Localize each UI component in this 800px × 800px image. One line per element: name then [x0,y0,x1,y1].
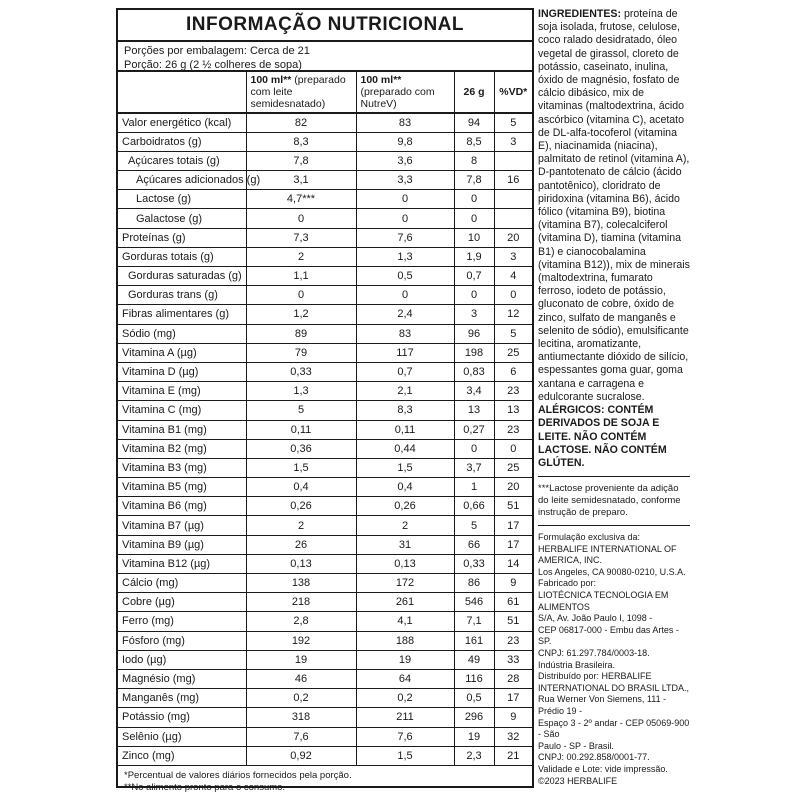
value-26g: 96 [454,324,494,343]
value-26g: 161 [454,631,494,650]
manufacturer-line: Fabricado por: [538,578,597,589]
nutrient-name: Fósforo (mg) [118,631,246,650]
value-vd: 51 [494,612,532,631]
value-26g: 3,7 [454,458,494,477]
value-100ml-nutrev: 3,3 [356,171,454,190]
value-100ml-nutrev: 8,3 [356,401,454,420]
value-vd: 33 [494,650,532,669]
nutrient-name: Açúcares totais (g) [118,151,246,170]
value-26g: 66 [454,535,494,554]
nutrient-name: Carboidratos (g) [118,132,246,151]
value-26g: 10 [454,228,494,247]
value-vd: 17 [494,689,532,708]
table-row [118,228,532,247]
value-vd: 3 [494,247,532,266]
value-100ml-milk: 7,8 [246,151,356,170]
value-26g: 7,8 [454,171,494,190]
value-26g: 0 [454,209,494,228]
nutrient-name: Manganês (mg) [118,689,246,708]
value-100ml-nutrev: 0 [356,209,454,228]
value-vd: 12 [494,305,532,324]
value-100ml-milk: 1,3 [246,382,356,401]
table-row [118,669,532,688]
manufacturer-line: S/A, Av. João Paulo I, 1098 - [538,613,653,624]
value-100ml-nutrev: 0,26 [356,497,454,516]
value-100ml-nutrev: 0,4 [356,478,454,497]
value-vd: 16 [494,171,532,190]
nutrient-name: Magnésio (mg) [118,669,246,688]
value-26g: 3 [454,305,494,324]
nutrient-name: Vitamina B7 (µg) [118,516,246,535]
value-26g: 0,33 [454,554,494,573]
value-vd: 5 [494,324,532,343]
value-26g: 8,5 [454,132,494,151]
table-header-row [118,72,532,113]
nutrient-name: Valor energético (kcal) [118,113,246,132]
value-vd [494,190,532,209]
nutrient-name: Gorduras trans (g) [118,286,246,305]
value-vd: 23 [494,631,532,650]
value-100ml-nutrev: 83 [356,113,454,132]
value-26g: 1,9 [454,247,494,266]
servings-per-package: Porções por embalagem: Cerca de 21 [124,45,310,57]
nutrient-name: Vitamina B12 (µg) [118,554,246,573]
manufacturer-line: CEP 06817-000 - Embu das Artes - SP. [538,624,679,647]
table-row [118,209,532,228]
value-100ml-nutrev: 1,5 [356,746,454,765]
value-100ml-milk: 46 [246,669,356,688]
value-26g: 198 [454,343,494,362]
value-100ml-milk: 4,7*** [246,190,356,209]
nutrient-name: Iodo (µg) [118,650,246,669]
value-100ml-nutrev: 211 [356,708,454,727]
ingredients-list: proteína de soja isolada, frutose, celulose, coco ralado desidratado, óleo vegetal de girassol, cloreto de potássio, caseinato, inulina, óxido de magnésio, fosfato de cálcio dibásico, mix de vitaminas (maltodextrina, ácido ascórbico (vitamina C), acetato de DL-alfa-tocoferol (vitamina E), niacinamida (niacina), palmitato de retinol (vitamina A), D-pantotenato de cálcio (ácido pantotênico), cloridrato de piridoxina (vitamina B6), ácido fólico (vitamina B9), biotina (vitamina B7), colecalciferol (vitamina D), tiamina (vitamina B1) e cianocobalamina (vitamina B12)), mix de minerais (maltodextrina, fumarato ferroso, iodeto de potássio, gluconato de cobre, óxido de zinco, sulfato de manganês e selenito de sódio), emulsificante lecitina, aromatizante, antiumectante dióxido de silício, espessantes goma guar, goma xantana e carragena e edulcorante sucralose. [538,8,690,403]
value-vd: 13 [494,401,532,420]
table-row [118,267,532,286]
value-100ml-milk: 1,1 [246,267,356,286]
table-row [118,574,532,593]
manufacturer-line: Validade e Lote: vide impressão. [538,763,668,774]
table-row [118,727,532,746]
value-26g: 13 [454,401,494,420]
nutrient-name: Gorduras saturadas (g) [118,267,246,286]
value-100ml-nutrev: 83 [356,324,454,343]
value-100ml-nutrev: 0,7 [356,362,454,381]
nutrient-name: Vitamina B9 (µg) [118,535,246,554]
value-vd: 51 [494,497,532,516]
nutrition-title: INFORMAÇÃO NUTRICIONAL [118,10,532,42]
value-26g: 546 [454,593,494,612]
value-100ml-nutrev: 261 [356,593,454,612]
value-100ml-nutrev: 31 [356,535,454,554]
manufacturer-line: Los Angeles, CA 90080-0210, U.S.A. [538,566,686,577]
value-26g: 0,5 [454,689,494,708]
value-100ml-nutrev: 0,11 [356,420,454,439]
manufacturer-line: INTERNATIONAL DO BRASIL LTDA., [538,682,690,693]
value-100ml-milk: 0,2 [246,689,356,708]
value-vd: 17 [494,535,532,554]
lactose-note: ***Lactose proveniente da adição do leite semidesnatado, conforme instrução de preparo. [538,483,681,519]
value-100ml-milk: 2 [246,516,356,535]
table-row [118,401,532,420]
value-100ml-milk: 218 [246,593,356,612]
value-100ml-milk: 82 [246,113,356,132]
value-vd: 9 [494,574,532,593]
nutrient-name: Vitamina E (mg) [118,382,246,401]
footnote-ready: **No alimento pronto para o consumo. [124,781,286,793]
value-vd: 17 [494,516,532,535]
table-row [118,458,532,477]
value-100ml-nutrev: 4,1 [356,612,454,631]
value-26g: 19 [454,727,494,746]
header-100ml-milk: 100 ml** (preparado com leite semidesnatado) [246,72,356,113]
nutrient-name: Vitamina B6 (mg) [118,497,246,516]
header-vd: %VD* [494,72,532,113]
nutrient-name: Ferro (mg) [118,612,246,631]
table-row [118,343,532,362]
value-vd: 20 [494,228,532,247]
value-100ml-nutrev: 188 [356,631,454,650]
value-vd: 0 [494,286,532,305]
value-26g: 7,1 [454,612,494,631]
manufacturer-info [538,532,690,787]
value-100ml-nutrev: 0,13 [356,554,454,573]
manufacturer-line: ©2023 HERBALIFE [538,775,618,786]
divider [538,525,690,526]
value-vd: 32 [494,727,532,746]
value-26g: 0,66 [454,497,494,516]
table-row [118,247,532,266]
value-vd [494,151,532,170]
nutrient-name: Vitamina D (µg) [118,362,246,381]
value-vd: 25 [494,458,532,477]
value-100ml-milk: 19 [246,650,356,669]
table-row [118,151,532,170]
nutrient-name: Cálcio (mg) [118,574,246,593]
value-100ml-nutrev: 2 [356,516,454,535]
value-vd: 28 [494,669,532,688]
value-vd: 5 [494,113,532,132]
value-vd: 61 [494,593,532,612]
table-row [118,286,532,305]
value-100ml-milk: 192 [246,631,356,650]
value-100ml-milk: 7,6 [246,727,356,746]
manufacturer-line: CNPJ: 61.297.784/0003-18. [538,648,650,659]
value-100ml-milk: 0,26 [246,497,356,516]
nutrient-name: Zinco (mg) [118,746,246,765]
value-100ml-nutrev: 7,6 [356,727,454,746]
value-100ml-nutrev: 7,6 [356,228,454,247]
table-row [118,612,532,631]
manufacturer-line: CNPJ: 00.292.858/0001-77. [538,752,650,763]
footnotes [118,766,532,798]
table-row [118,631,532,650]
footnote-vd: *Percentual de valores diários fornecidos pela porção. [124,769,352,781]
value-26g: 94 [454,113,494,132]
value-vd [494,209,532,228]
value-vd: 4 [494,267,532,286]
table-row [118,439,532,458]
value-vd: 23 [494,382,532,401]
manufacturer-line: HERBALIFE INTERNATIONAL OF [538,543,677,554]
value-vd: 3 [494,132,532,151]
table-row [118,190,532,209]
value-26g: 296 [454,708,494,727]
nutrient-name: Galactose (g) [118,209,246,228]
value-vd: 0 [494,439,532,458]
value-100ml-milk: 8,3 [246,132,356,151]
value-100ml-nutrev: 172 [356,574,454,593]
value-100ml-milk: 79 [246,343,356,362]
manufacturer-line: Espaço 3 - 2º andar - CEP 05069-900 - São [538,717,690,740]
ingredients-label: INGREDIENTES: [538,8,621,20]
value-100ml-milk: 0,4 [246,478,356,497]
value-100ml-milk: 0,13 [246,554,356,573]
nutrient-name: Vitamina B1 (mg) [118,420,246,439]
table-row [118,535,532,554]
serving-info [118,42,532,72]
manufacturer-line: AMERICA, INC. [538,555,603,566]
value-100ml-nutrev: 117 [356,343,454,362]
value-100ml-nutrev: 0 [356,286,454,305]
nutrient-name: Gorduras totais (g) [118,247,246,266]
value-100ml-milk: 318 [246,708,356,727]
nutrient-name: Fibras alimentares (g) [118,305,246,324]
table-row [118,516,532,535]
value-vd: 14 [494,554,532,573]
value-vd: 6 [494,362,532,381]
value-26g: 1 [454,478,494,497]
value-100ml-nutrev: 1,5 [356,458,454,477]
value-26g: 116 [454,669,494,688]
value-100ml-milk: 3,1 [246,171,356,190]
serving-size: Porção: 26 g (2 ½ colheres de sopa) [124,59,302,71]
value-100ml-milk: 0,36 [246,439,356,458]
header-26g: 26 g [454,72,494,113]
value-100ml-milk: 0 [246,286,356,305]
value-100ml-milk: 2 [246,247,356,266]
nutrient-name: Proteínas (g) [118,228,246,247]
nutrient-name: Cobre (µg) [118,593,246,612]
table-row [118,497,532,516]
table-row [118,324,532,343]
nutrient-name: Vitamina B3 (mg) [118,458,246,477]
nutrient-name: Vitamina B5 (mg) [118,478,246,497]
table-row [118,593,532,612]
manufacturer-line: Formulação exclusiva da: [538,532,641,543]
value-vd: 25 [494,343,532,362]
value-100ml-milk: 138 [246,574,356,593]
value-100ml-milk: 0,33 [246,362,356,381]
value-26g: 3,4 [454,382,494,401]
table-row [118,113,532,132]
value-100ml-milk: 7,3 [246,228,356,247]
table-row [118,708,532,727]
nutrition-facts-panel [116,8,534,793]
nutrient-name: Açúcares adicionados (g) [118,171,246,190]
table-row [118,132,532,151]
table-row [118,305,532,324]
value-100ml-nutrev: 0,44 [356,439,454,458]
table-row [118,382,532,401]
value-100ml-milk: 0 [246,209,356,228]
manufacturer-line: Indústria Brasileira. [538,659,616,670]
value-26g: 0,83 [454,362,494,381]
value-100ml-nutrev: 1,3 [356,247,454,266]
value-26g: 49 [454,650,494,669]
value-100ml-milk: 26 [246,535,356,554]
header-nutrient [118,72,246,113]
table-row [118,171,532,190]
table-row [118,420,532,439]
nutrition-rows [118,113,532,765]
value-100ml-nutrev: 19 [356,650,454,669]
nutrient-name: Vitamina B2 (mg) [118,439,246,458]
manufacturer-line: Rua Werner Von Siemens, 111 - Prédio 19 - [538,694,667,717]
value-100ml-nutrev: 0 [356,190,454,209]
value-100ml-nutrev: 9,8 [356,132,454,151]
table-row [118,554,532,573]
value-100ml-nutrev: 0,2 [356,689,454,708]
value-100ml-milk: 89 [246,324,356,343]
value-100ml-milk: 2,8 [246,612,356,631]
value-100ml-milk: 1,5 [246,458,356,477]
value-26g: 0,27 [454,420,494,439]
nutrient-name: Selênio (µg) [118,727,246,746]
table-row [118,650,532,669]
header-100ml-nutrev: 100 ml** (preparado com NutreV) [356,72,454,113]
value-vd: 21 [494,746,532,765]
nutrient-name: Vitamina A (µg) [118,343,246,362]
value-26g: 86 [454,574,494,593]
value-vd: 20 [494,478,532,497]
value-vd: 9 [494,708,532,727]
nutrient-name: Sódio (mg) [118,324,246,343]
value-26g: 0 [454,439,494,458]
table-row [118,689,532,708]
table-row [118,746,532,765]
nutrient-name: Lactose (g) [118,190,246,209]
allergens-statement: ALÉRGICOS: CONTÉM DERIVADOS DE SOJA E LEITE. NÃO CONTÉM LACTOSE. NÃO CONTÉM GLÚTEN. [538,404,667,469]
nutrient-name: Vitamina C (mg) [118,401,246,420]
ingredients-text [538,8,690,404]
manufacturer-line: LIOTÉCNICA TECNOLOGIA EM ALIMENTOS [538,590,669,612]
value-26g: 8 [454,151,494,170]
table-row [118,478,532,497]
value-100ml-nutrev: 64 [356,669,454,688]
manufacturer-line: Paulo - SP - Brasil. [538,740,614,751]
value-100ml-milk: 5 [246,401,356,420]
value-26g: 0 [454,286,494,305]
value-100ml-milk: 0,11 [246,420,356,439]
value-100ml-nutrev: 2,1 [356,382,454,401]
value-100ml-nutrev: 0,5 [356,267,454,286]
value-26g: 2,3 [454,746,494,765]
nutrition-table [118,72,532,766]
value-100ml-nutrev: 2,4 [356,305,454,324]
value-100ml-milk: 1,2 [246,305,356,324]
value-100ml-milk: 0,92 [246,746,356,765]
value-100ml-nutrev: 3,6 [356,151,454,170]
value-vd: 23 [494,420,532,439]
ingredients-column [538,8,690,787]
manufacturer-line: Distribuído por: HERBALIFE [538,671,652,682]
divider [538,476,690,477]
nutrient-name: Potássio (mg) [118,708,246,727]
table-row [118,362,532,381]
value-26g: 0 [454,190,494,209]
value-26g: 0,7 [454,267,494,286]
value-26g: 5 [454,516,494,535]
